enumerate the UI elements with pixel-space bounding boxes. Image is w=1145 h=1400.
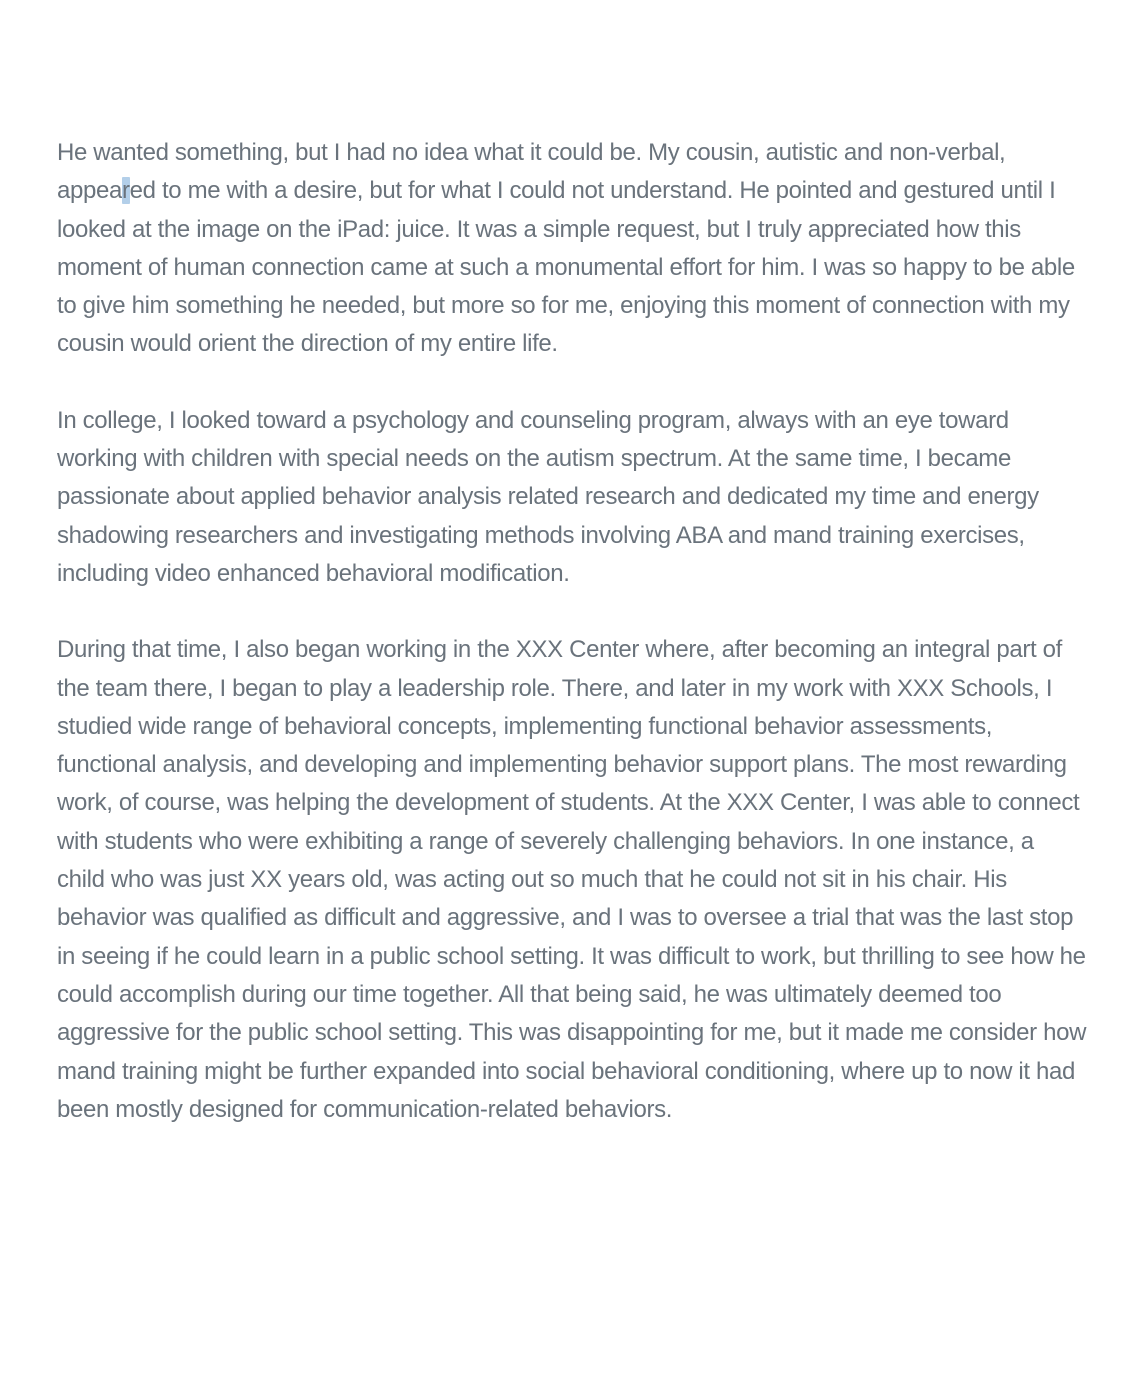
paragraph-1[interactable] <box>57 134 1087 364</box>
paragraph-1-text-after-cursor: ed to me with a desire, but for what I could not understand. He pointed and gestured until I looked at the image on the iPad: juice. It was a simple request, but I truly appreciated how this moment of human connection came at such a monumental effort for him. I was so happy to be able to give him something he needed, but more so for me, enjoying this moment of connection with my cousin would orient the direction of my entire life. <box>57 177 1075 358</box>
collaborator-cursor-highlight: r <box>122 177 130 205</box>
paragraph-2[interactable]: In college, I looked toward a psychology and counseling program, always with an eye toward working with children with special needs on the autism spectrum. At the same time, I became passionate about applied behavior analysis related research and dedicated my time and energy shadowing researchers and investigating methods involving ABA and mand training exercises, including video enhanced behavioral modification. <box>57 406 1039 587</box>
paragraph-3[interactable]: During that time, I also began working in the XXX Center where, after becoming an integral part of the team there, I began to play a leadership role. There, and later in my work with XXX Schools, I studied wide range of behavioral concepts, implementing functional behavior assessments, functional analysis, and developing and implementing behavior support plans. The most rewarding work, of course, was helping the development of students. At the XXX Center, I was able to connect with students who were exhibiting a range of severely challenging behaviors. In one instance, a child who was just XX years old, was acting out so much that he could not sit in his chair. His behavior was qualified as difficult and aggressive, and I was to oversee a trial that was the last stop in seeing if he could learn in a public school setting. It was difficult to work, but thrilling to see how he could accomplish during our time together. All that being said, he was ultimately deemed too aggressive for the public school setting. This was disappointing for me, but it made me consider how mand training might be further expanded into social behavioral conditioning, where up to now it had been mostly designed for communication-related behaviors. <box>57 636 1087 1123</box>
paragraph-1-text-before-cursor: He wanted something, but I had no idea what it could be. My cousin, autistic and non-verbal, appea <box>57 139 1006 205</box>
